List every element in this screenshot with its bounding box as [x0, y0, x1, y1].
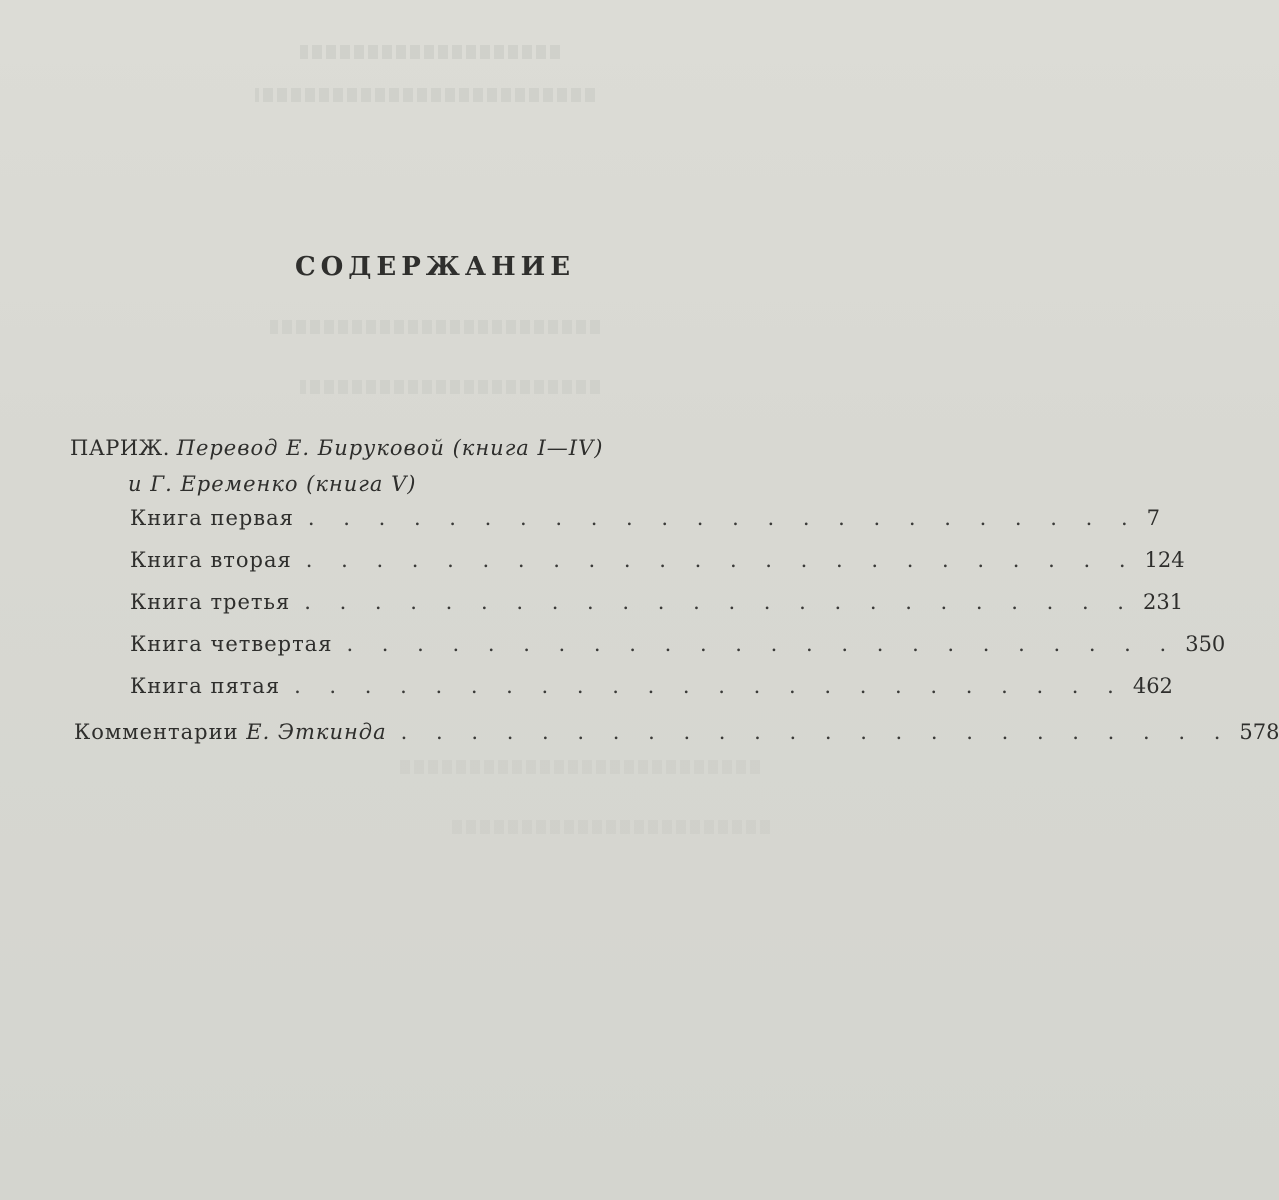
- commentary-page: 578: [1239, 720, 1279, 744]
- toc-entry: [130, 506, 1161, 548]
- toc-entry-label: Книга вторая: [130, 548, 292, 572]
- dot-leader: . . . . . . . . . . . . . . . . . . . . . . . .: [307, 506, 1139, 530]
- dot-leader: . . . . . . . . . . . . . . . . . . . . . . . .: [346, 632, 1178, 656]
- translation-credit: Перевод Е. Бируковой (книга I—IV): [176, 436, 604, 460]
- toc-entry: [130, 632, 1226, 674]
- bleed-through-decoration: [300, 45, 560, 59]
- toc-entry-label: Книга пятая: [130, 674, 281, 698]
- bleed-through-decoration: [300, 380, 600, 394]
- dot-leader: . . . . . . . . . . . . . . . . . . . . . . . .: [400, 720, 1232, 744]
- commentary-author: Е. Эткинда: [246, 720, 387, 744]
- work-title-line: [70, 430, 603, 466]
- toc-entry-page: 350: [1185, 632, 1226, 656]
- commentary-entry: [74, 720, 1279, 762]
- toc-entry-page: 231: [1142, 590, 1184, 614]
- commentary-label-group: [74, 720, 387, 744]
- commentary-label: Комментарии: [74, 720, 239, 744]
- toc-entry-label: Книга первая: [130, 506, 294, 530]
- toc-entry-page: 124: [1144, 548, 1185, 572]
- work-title: ПАРИЖ.: [70, 436, 170, 460]
- toc-entry-label: Книга третья: [130, 590, 291, 614]
- toc-entry-page: 7: [1146, 506, 1161, 530]
- toc-entry-page: 462: [1132, 674, 1173, 698]
- bleed-through-decoration: [255, 88, 595, 102]
- toc-entry: [130, 548, 1185, 590]
- bleed-through-decoration: [400, 760, 760, 774]
- bleed-through-decoration: [270, 320, 600, 334]
- work-header: [70, 430, 603, 502]
- contents-heading: СОДЕРЖАНИЕ: [294, 252, 576, 282]
- dot-leader: . . . . . . . . . . . . . . . . . . . . . . . .: [304, 590, 1135, 614]
- toc-entry: [130, 674, 1173, 716]
- dot-leader: . . . . . . . . . . . . . . . . . . . . . . . .: [294, 674, 1125, 698]
- toc-entry: [130, 590, 1184, 632]
- table-of-contents: [130, 506, 1226, 716]
- translation-credit-continued: и Г. Еременко (книга V): [128, 472, 417, 496]
- toc-entry-label: Книга четвертая: [130, 632, 333, 656]
- bleed-through-decoration: [450, 820, 770, 834]
- dot-leader: . . . . . . . . . . . . . . . . . . . . . . . .: [305, 548, 1137, 572]
